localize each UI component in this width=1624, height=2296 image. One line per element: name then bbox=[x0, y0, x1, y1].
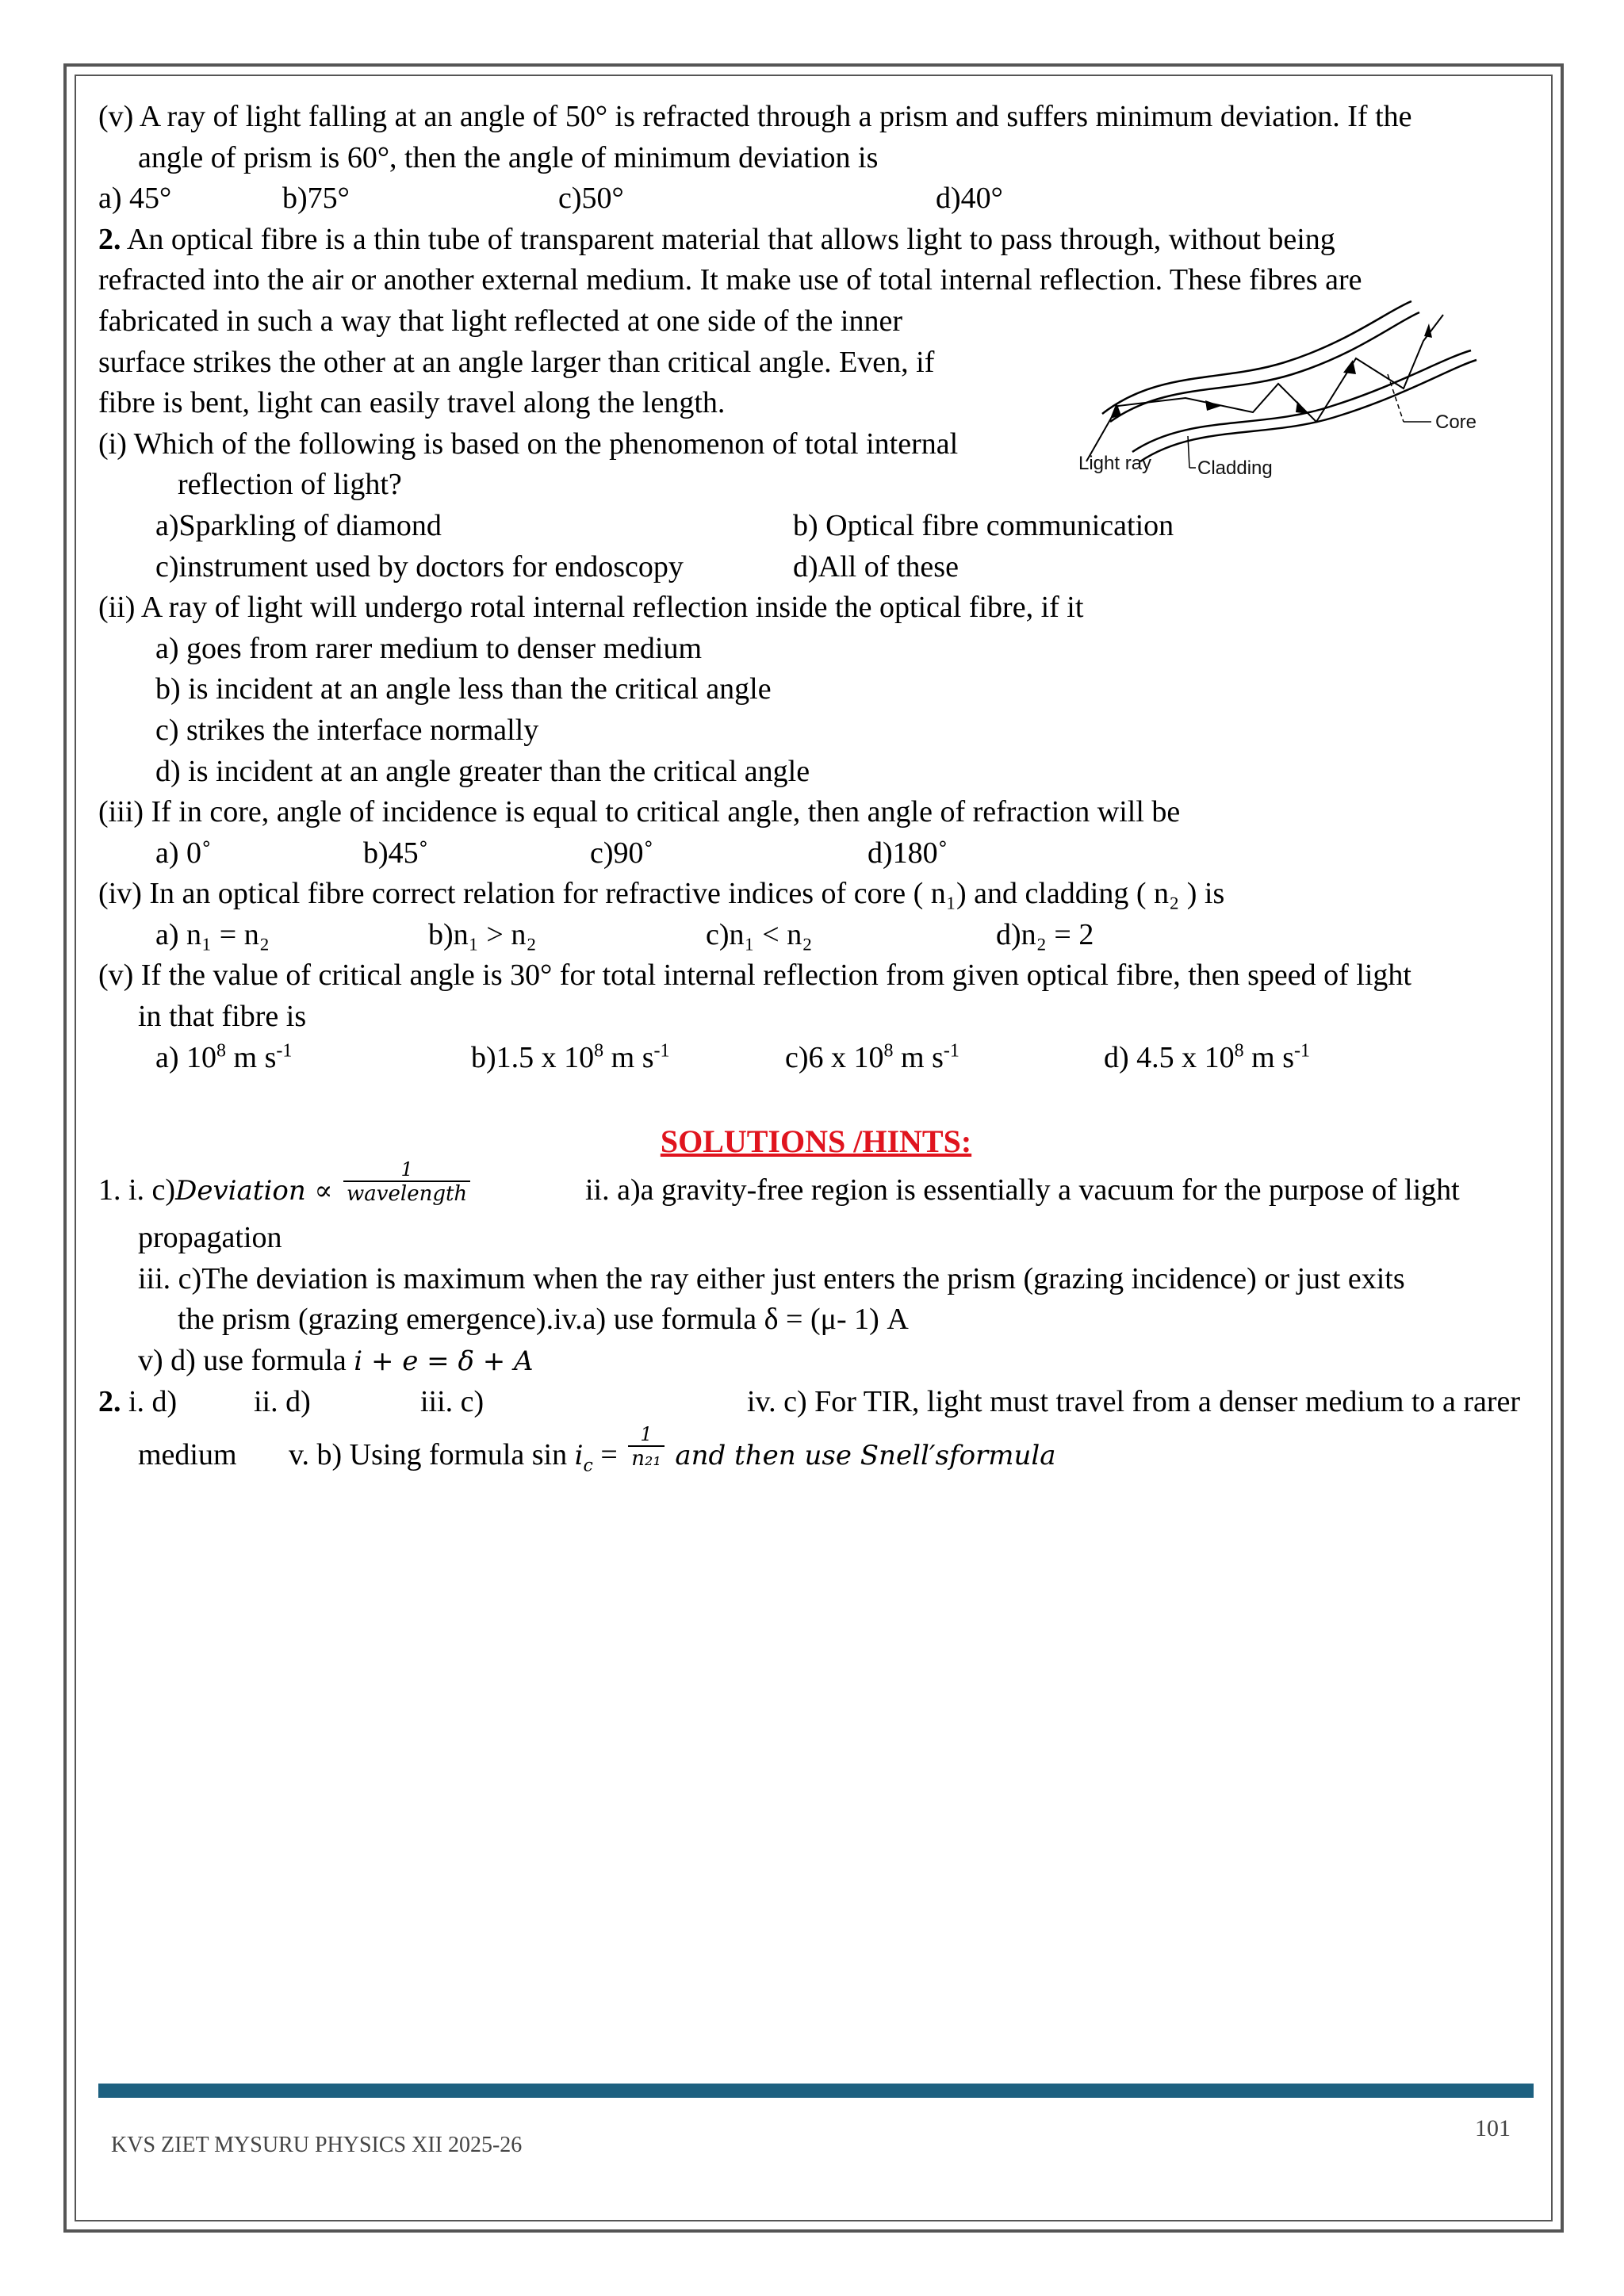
q2v-option-d: d) 4.5 x $10^8$ m $s^{-1}$ bbox=[1104, 1040, 1311, 1074]
q2i-option-d: d)All of these bbox=[793, 549, 959, 584]
q2v-question-line1: (v) If the value of critical angle is 30° for total internal reflection from given optical fibre, then speed of light bbox=[98, 959, 1411, 993]
sol1-iii-line2: the prism (grazing emergence).iv.a) use formula δ = (μ- 1) A bbox=[178, 1303, 909, 1337]
q1v-option-d: d)40° bbox=[936, 182, 1003, 216]
q2-passage-line1 bbox=[98, 220, 1534, 261]
footer-bar bbox=[98, 2084, 1534, 2098]
q2i-option-b: b) Optical fibre communication bbox=[793, 508, 1174, 542]
sol2-v: v. b) Using formula $\sin i_c$ = $\frac{1}{\text{n₂₁}}$ and then use Snell′sformula bbox=[289, 1422, 1056, 1476]
q1v-line2: angle of prism is 60°, then the angle of minimum deviation is bbox=[138, 140, 879, 174]
solutions-title: SOLUTIONS /HINTS: bbox=[660, 1123, 972, 1160]
q2ii-option-c: c) strikes the interface normally bbox=[155, 713, 539, 747]
q1v-option-b: b)75° bbox=[282, 182, 350, 216]
q2iii-option-d: d)180˚ bbox=[868, 836, 948, 870]
q1v-line1: (v) A ray of light falling at an angle of 50° is refracted through a prism and suffers minimum deviation. If the bbox=[98, 100, 1412, 133]
sol2-medium: medium bbox=[138, 1438, 237, 1472]
q2-passage-line3: fabricated in such a way that light reflected at one side of the inner bbox=[98, 304, 902, 338]
q2i-options-cd bbox=[98, 547, 1534, 588]
q2i-options-ab bbox=[98, 506, 1534, 547]
fibre-outer-wall-bottom bbox=[1140, 360, 1477, 461]
q2iv-question: (iv) In an optical fibre correct relation for refractive indices of core ( n₁) and cladding ( n₂ ) is bbox=[98, 877, 1225, 911]
q1v-option-a: a) 45° bbox=[98, 182, 172, 216]
sol2-ii: ii. d) bbox=[254, 1384, 311, 1418]
light-ray-label: Light ray bbox=[1078, 453, 1152, 474]
ray-arrow-3 bbox=[1296, 401, 1308, 414]
sol2-iii: iii. c) bbox=[420, 1384, 485, 1418]
sol2-iv: iv. c) For TIR, light must travel from a denser medium to a rarer bbox=[747, 1384, 1521, 1418]
q2v-question-line2: in that fibre is bbox=[138, 1000, 307, 1034]
q2iii-options bbox=[98, 833, 1534, 874]
q2iv-option-a: a) n₁ = n₂ bbox=[155, 917, 270, 951]
sol2-i: 2. i. d) bbox=[98, 1384, 178, 1418]
sol1-iii-line1: iii. c)The deviation is maximum when the ray either just enters the prism (grazing incidence) or just exits bbox=[138, 1261, 1405, 1295]
q2ii-option-d: d) is incident at an angle greater than the critical angle bbox=[155, 754, 810, 788]
q1v-option-c: c)50° bbox=[558, 182, 624, 216]
sol1-ii: ii. a)a gravity-free region is essentially a vacuum for the purpose of light bbox=[585, 1173, 1460, 1207]
core-label: Core bbox=[1435, 411, 1477, 433]
cladding-label: Cladding bbox=[1197, 457, 1273, 479]
q2i-question-line1: (i) Which of the following is based on the phenomenon of total internal bbox=[98, 427, 959, 461]
light-ray-path bbox=[1086, 315, 1443, 461]
q2v-option-b: b)1.5 x $10^8$ m $s^{-1}$ bbox=[471, 1040, 670, 1074]
sol1-ii-cont: propagation bbox=[138, 1221, 282, 1255]
q2ii-option-a: a) goes from rarer medium to denser medium bbox=[155, 631, 703, 665]
q2iv-option-b: b)n₁ > n₂ bbox=[428, 917, 537, 951]
q2iii-option-a: a) 0˚ bbox=[155, 836, 212, 870]
sol1-v: v) d) use formula i + e = δ + A bbox=[138, 1344, 534, 1378]
page-number: 101 bbox=[1475, 2115, 1511, 2141]
q2v-option-c: c)6 x $10^8$ m $s^{-1}$ bbox=[785, 1040, 959, 1074]
q2v-option-a: a) $10^8$ m $s^{-1}$ bbox=[155, 1040, 293, 1074]
fibre-outer-wall-top bbox=[1102, 301, 1411, 414]
fibre-inner-wall-bottom bbox=[1132, 350, 1471, 452]
footer-title: KVS ZIET MYSURU PHYSICS XII 2025-26 bbox=[111, 2133, 523, 2157]
sol2-line1 bbox=[98, 1382, 1534, 1423]
q2iv-options bbox=[98, 915, 1534, 956]
q2i-option-c: c)instrument used by doctors for endoscopy bbox=[155, 549, 684, 584]
sol1-i: 1. i. c)Deviation ∝ $\frac{1}{\text{wavelength}}$ bbox=[98, 1170, 473, 1212]
q2-passage-line5: fibre is bent, light can easily travel along the length. bbox=[98, 386, 726, 420]
q2-passage-text1: An optical fibre is a thin tube of transparent material that allows light to pass through, without being bbox=[121, 222, 1335, 256]
q2-passage-line4: surface strikes the other at an angle larger than critical angle. Even, if bbox=[98, 345, 935, 379]
optical-fibre-diagram bbox=[1071, 295, 1483, 485]
q2ii-option-b: b) is incident at an angle less than the critical angle bbox=[155, 672, 772, 706]
q2-passage-line2: refracted into the air or another external medium. It make use of total internal reflection. These fibres are bbox=[98, 263, 1362, 297]
q2iii-question: (iii) If in core, angle of incidence is equal to critical angle, then angle of refraction will be bbox=[98, 795, 1181, 829]
q2iv-option-c: c)n₁ < n₂ bbox=[706, 917, 813, 951]
q2-number: 2. bbox=[98, 222, 121, 256]
sol2-line2 bbox=[98, 1422, 1534, 1483]
q2v-options bbox=[98, 1038, 1534, 1079]
sol1-line1 bbox=[98, 1158, 1534, 1218]
ray-arrow-2 bbox=[1205, 400, 1221, 411]
q2iv-option-d: d)n₂ = 2 bbox=[996, 917, 1094, 951]
q2ii-question: (ii) A ray of light will undergo rotal internal reflection inside the optical fibre, if it bbox=[98, 591, 1084, 625]
q2iii-option-c: c)90˚ bbox=[590, 836, 654, 870]
q2iii-option-b: b)45˚ bbox=[363, 836, 429, 870]
q2i-question-line2: reflection of light? bbox=[178, 468, 402, 502]
q1v-options bbox=[98, 178, 1534, 220]
q2i-option-a: a)Sparkling of diamond bbox=[155, 508, 442, 542]
